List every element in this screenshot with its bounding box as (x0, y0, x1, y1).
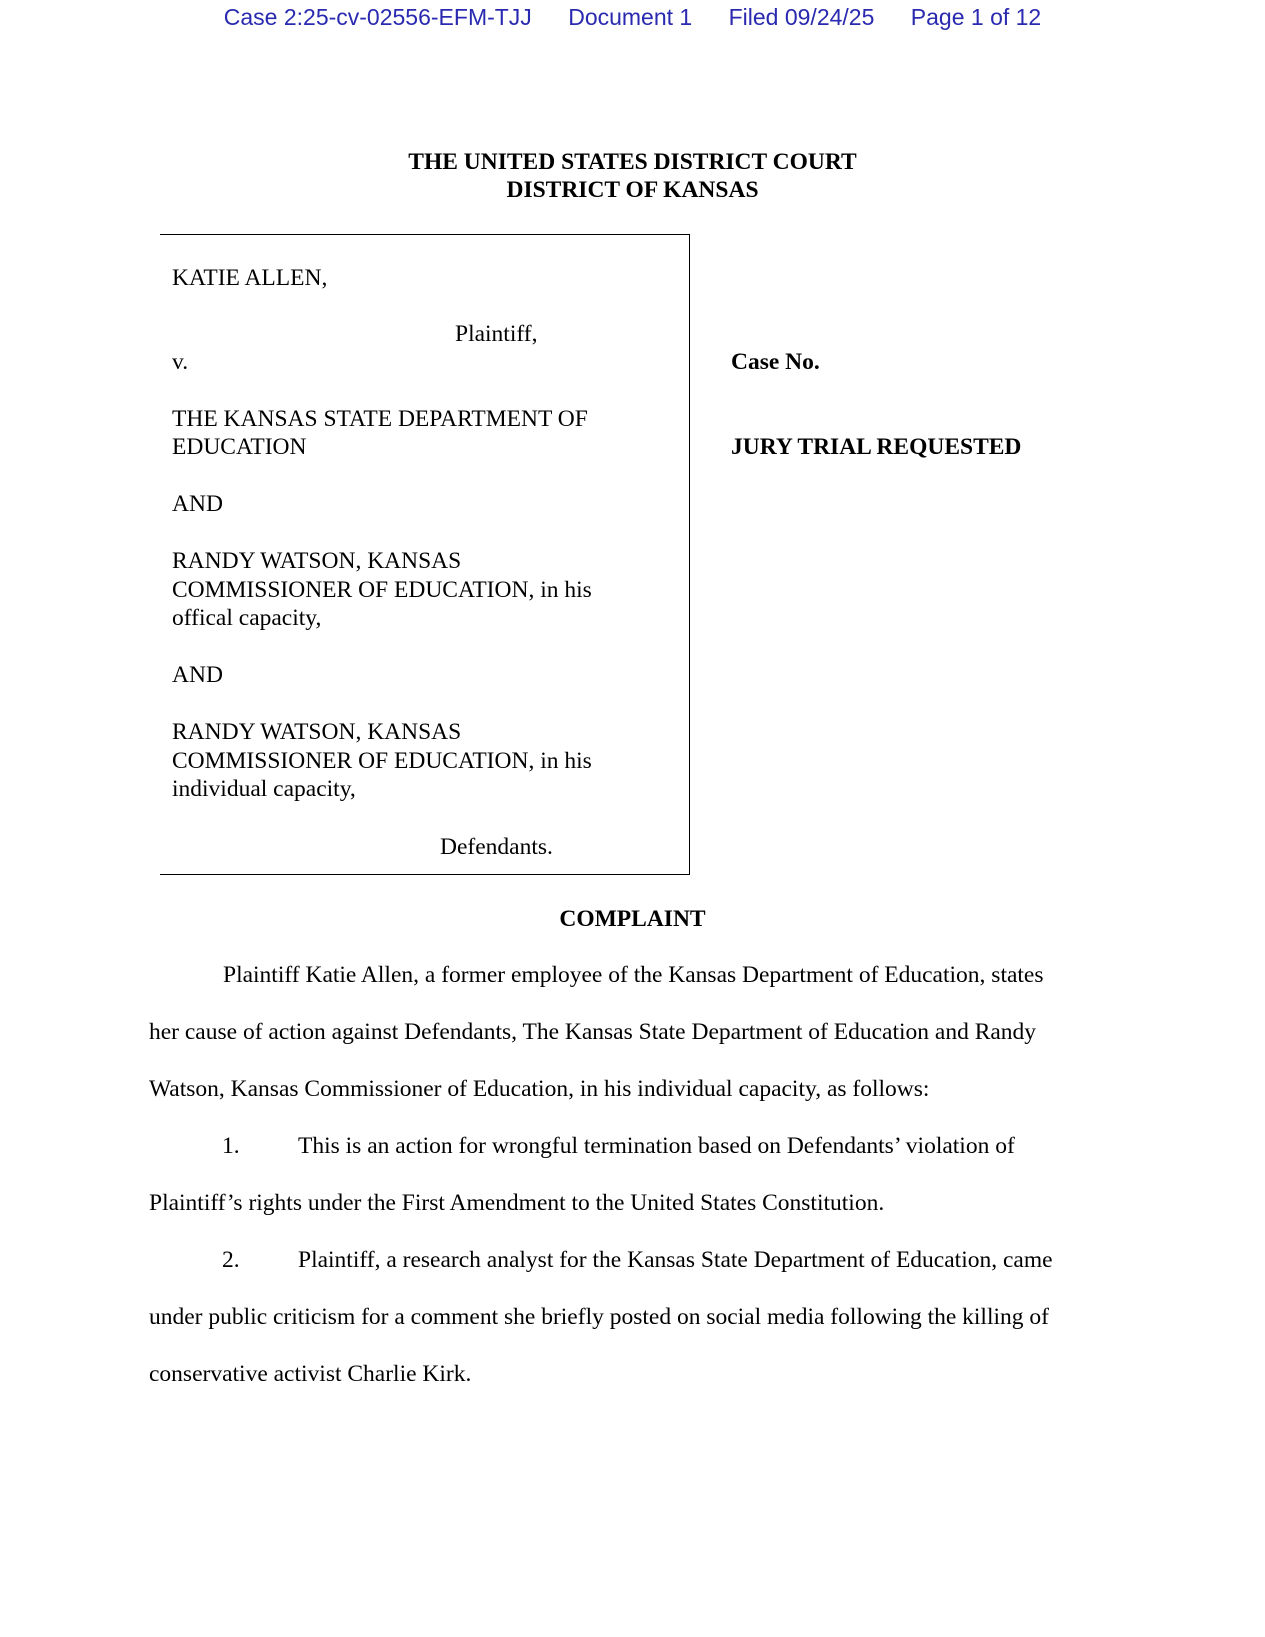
defendant-1-line-1: THE KANSAS STATE DEPARTMENT OF (172, 406, 588, 432)
paragraph-2-line-2: under public criticism for a comment she briefly posted on social media following the killing of (149, 1304, 1049, 1330)
versus: v. (172, 349, 189, 375)
intro-line-2: her cause of action against Defendants, The Kansas State Department of Education and Randy (149, 1019, 1037, 1045)
defendant-3-line-3: individual capacity, (172, 776, 356, 802)
court-heading (0, 148, 1265, 204)
defendant-3-line-2: COMMISSIONER OF EDUCATION, in his (172, 748, 592, 774)
intro-line-3: Watson, Kansas Commissioner of Education, in his individual capacity, as follows: (149, 1076, 930, 1102)
jury-trial-requested: JURY TRIAL REQUESTED (731, 434, 1022, 460)
defendants-label: Defendants. (440, 834, 553, 860)
paragraph-2-line-1: Plaintiff, a research analyst for the Kansas State Department of Education, came (298, 1247, 1053, 1273)
and-separator: AND (172, 491, 223, 517)
court-district: DISTRICT OF KANSAS (506, 177, 759, 203)
case-number-stamp: Case 2:25-cv-02556-EFM-TJJ (223, 4, 532, 30)
defendant-2-line-1: RANDY WATSON, KANSAS (172, 548, 462, 574)
defendant-2-line-2: COMMISSIONER OF EDUCATION, in his (172, 577, 592, 603)
plaintiff-name: KATIE ALLEN, (172, 265, 328, 291)
paragraph-2-number: 2. (222, 1247, 240, 1273)
defendant-1-line-2: EDUCATION (172, 434, 307, 460)
paragraph-1-line-1: This is an action for wrongful termination based on Defendants’ violation of (298, 1133, 1015, 1159)
paragraph-1-number: 1. (222, 1133, 240, 1159)
filing-stamp (0, 4, 1265, 31)
case-number-label: Case No. (731, 349, 820, 375)
paragraph-2-line-3: conservative activist Charlie Kirk. (149, 1361, 472, 1387)
complaint-title: COMPLAINT (559, 906, 706, 932)
court-name: THE UNITED STATES DISTRICT COURT (408, 149, 857, 175)
paragraph-1-line-2: Plaintiff’s rights under the First Amendment to the United States Constitution. (149, 1190, 885, 1216)
intro-line-1: Plaintiff Katie Allen, a former employee of the Kansas Department of Education, states (223, 962, 1044, 988)
document-number-stamp: Document 1 (568, 4, 693, 30)
plaintiff-label: Plaintiff, (455, 321, 538, 347)
page-count-stamp: Page 1 of 12 (910, 4, 1042, 30)
defendant-2-line-3: offical capacity, (172, 605, 322, 631)
defendant-3-line-1: RANDY WATSON, KANSAS (172, 719, 462, 745)
filed-date-stamp: Filed 09/24/25 (728, 4, 875, 30)
and-separator: AND (172, 662, 223, 688)
